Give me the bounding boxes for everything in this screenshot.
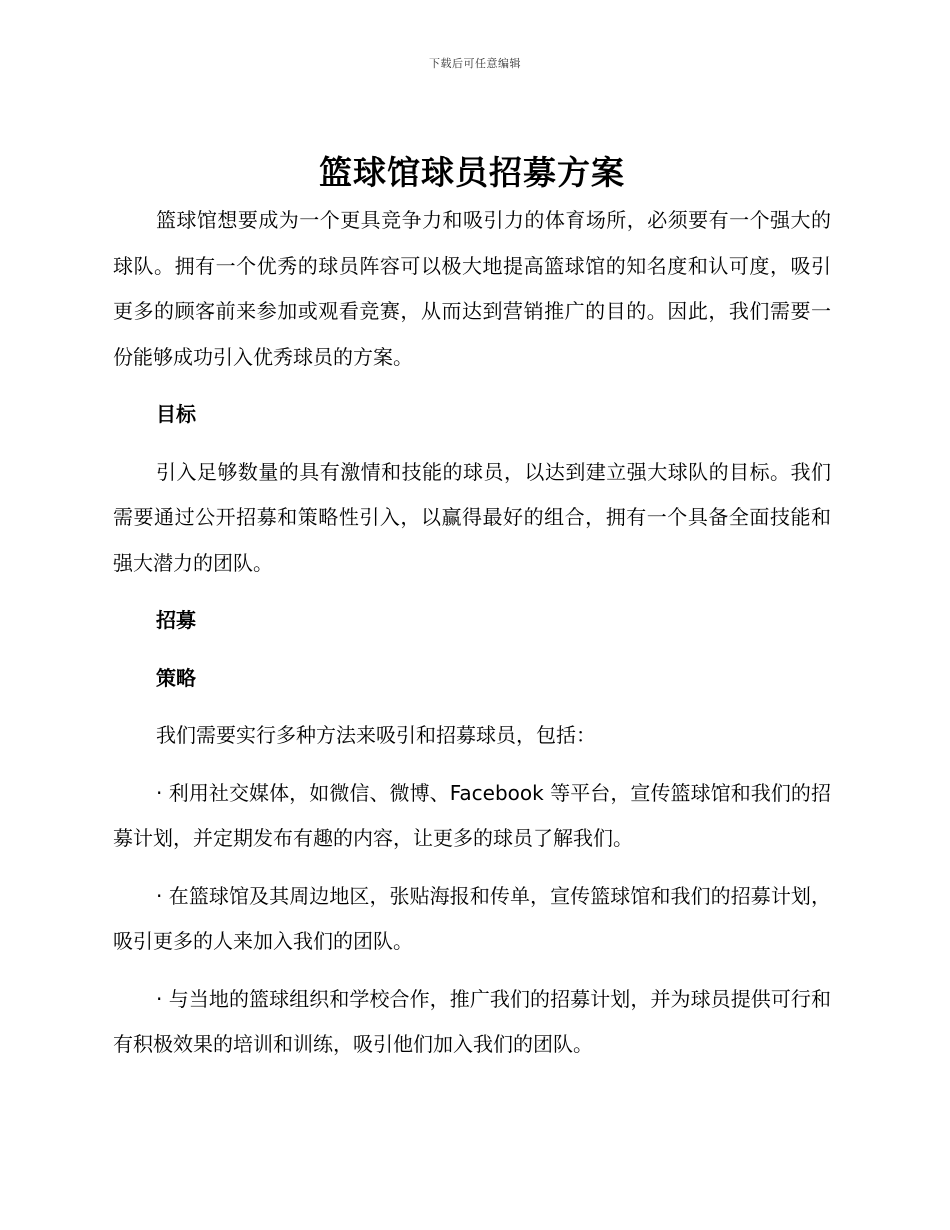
document-body [113, 150, 831, 1068]
recruit-heading: 招募 [156, 608, 196, 632]
header-note: 下载后可任意编辑 [429, 57, 521, 70]
goal-paragraph: 引入足够数量的具有激情和技能的球员，以达到建立强大球队的目标。我们需要通过公开招募和策略性引入，以赢得最好的组合，拥有一个具备全面技能和强大潜力的团队。 [113, 459, 831, 575]
bullet-item-social-media: · 利用社交媒体，如微信、微博、Facebook 等平台，宣传篮球馆和我们的招募计划，并定期发布有趣的内容，让更多的球员了解我们。 [113, 780, 831, 850]
document-title: 篮球馆球员招募方案 [319, 153, 625, 192]
strategy-intro-paragraph: 我们需要实行多种方法来吸引和招募球员，包括： [156, 723, 596, 747]
goal-heading: 目标 [156, 402, 196, 426]
bullet-item-posters: · 在篮球馆及其周边地区，张贴海报和传单，宣传篮球馆和我们的招募计划，吸引更多的人来加入我们的团队。 [113, 883, 831, 953]
strategy-heading: 策略 [156, 665, 196, 690]
bullet-item-partnerships: · 与当地的篮球组织和学校合作，推广我们的招募计划，并为球员提供可行和有积极效果的培训和训练，吸引他们加入我们的团队。 [113, 986, 831, 1056]
intro-paragraph: 篮球馆想要成为一个更具竞争力和吸引力的体育场所，必须要有一个强大的球队。拥有一个优秀的球员阵容可以极大地提高篮球馆的知名度和认可度，吸引更多的顾客前来参加或观看竞赛，从而达到营销推广的目的。因此，我们需要一份能够成功引入优秀球员的方案。 [113, 208, 831, 369]
